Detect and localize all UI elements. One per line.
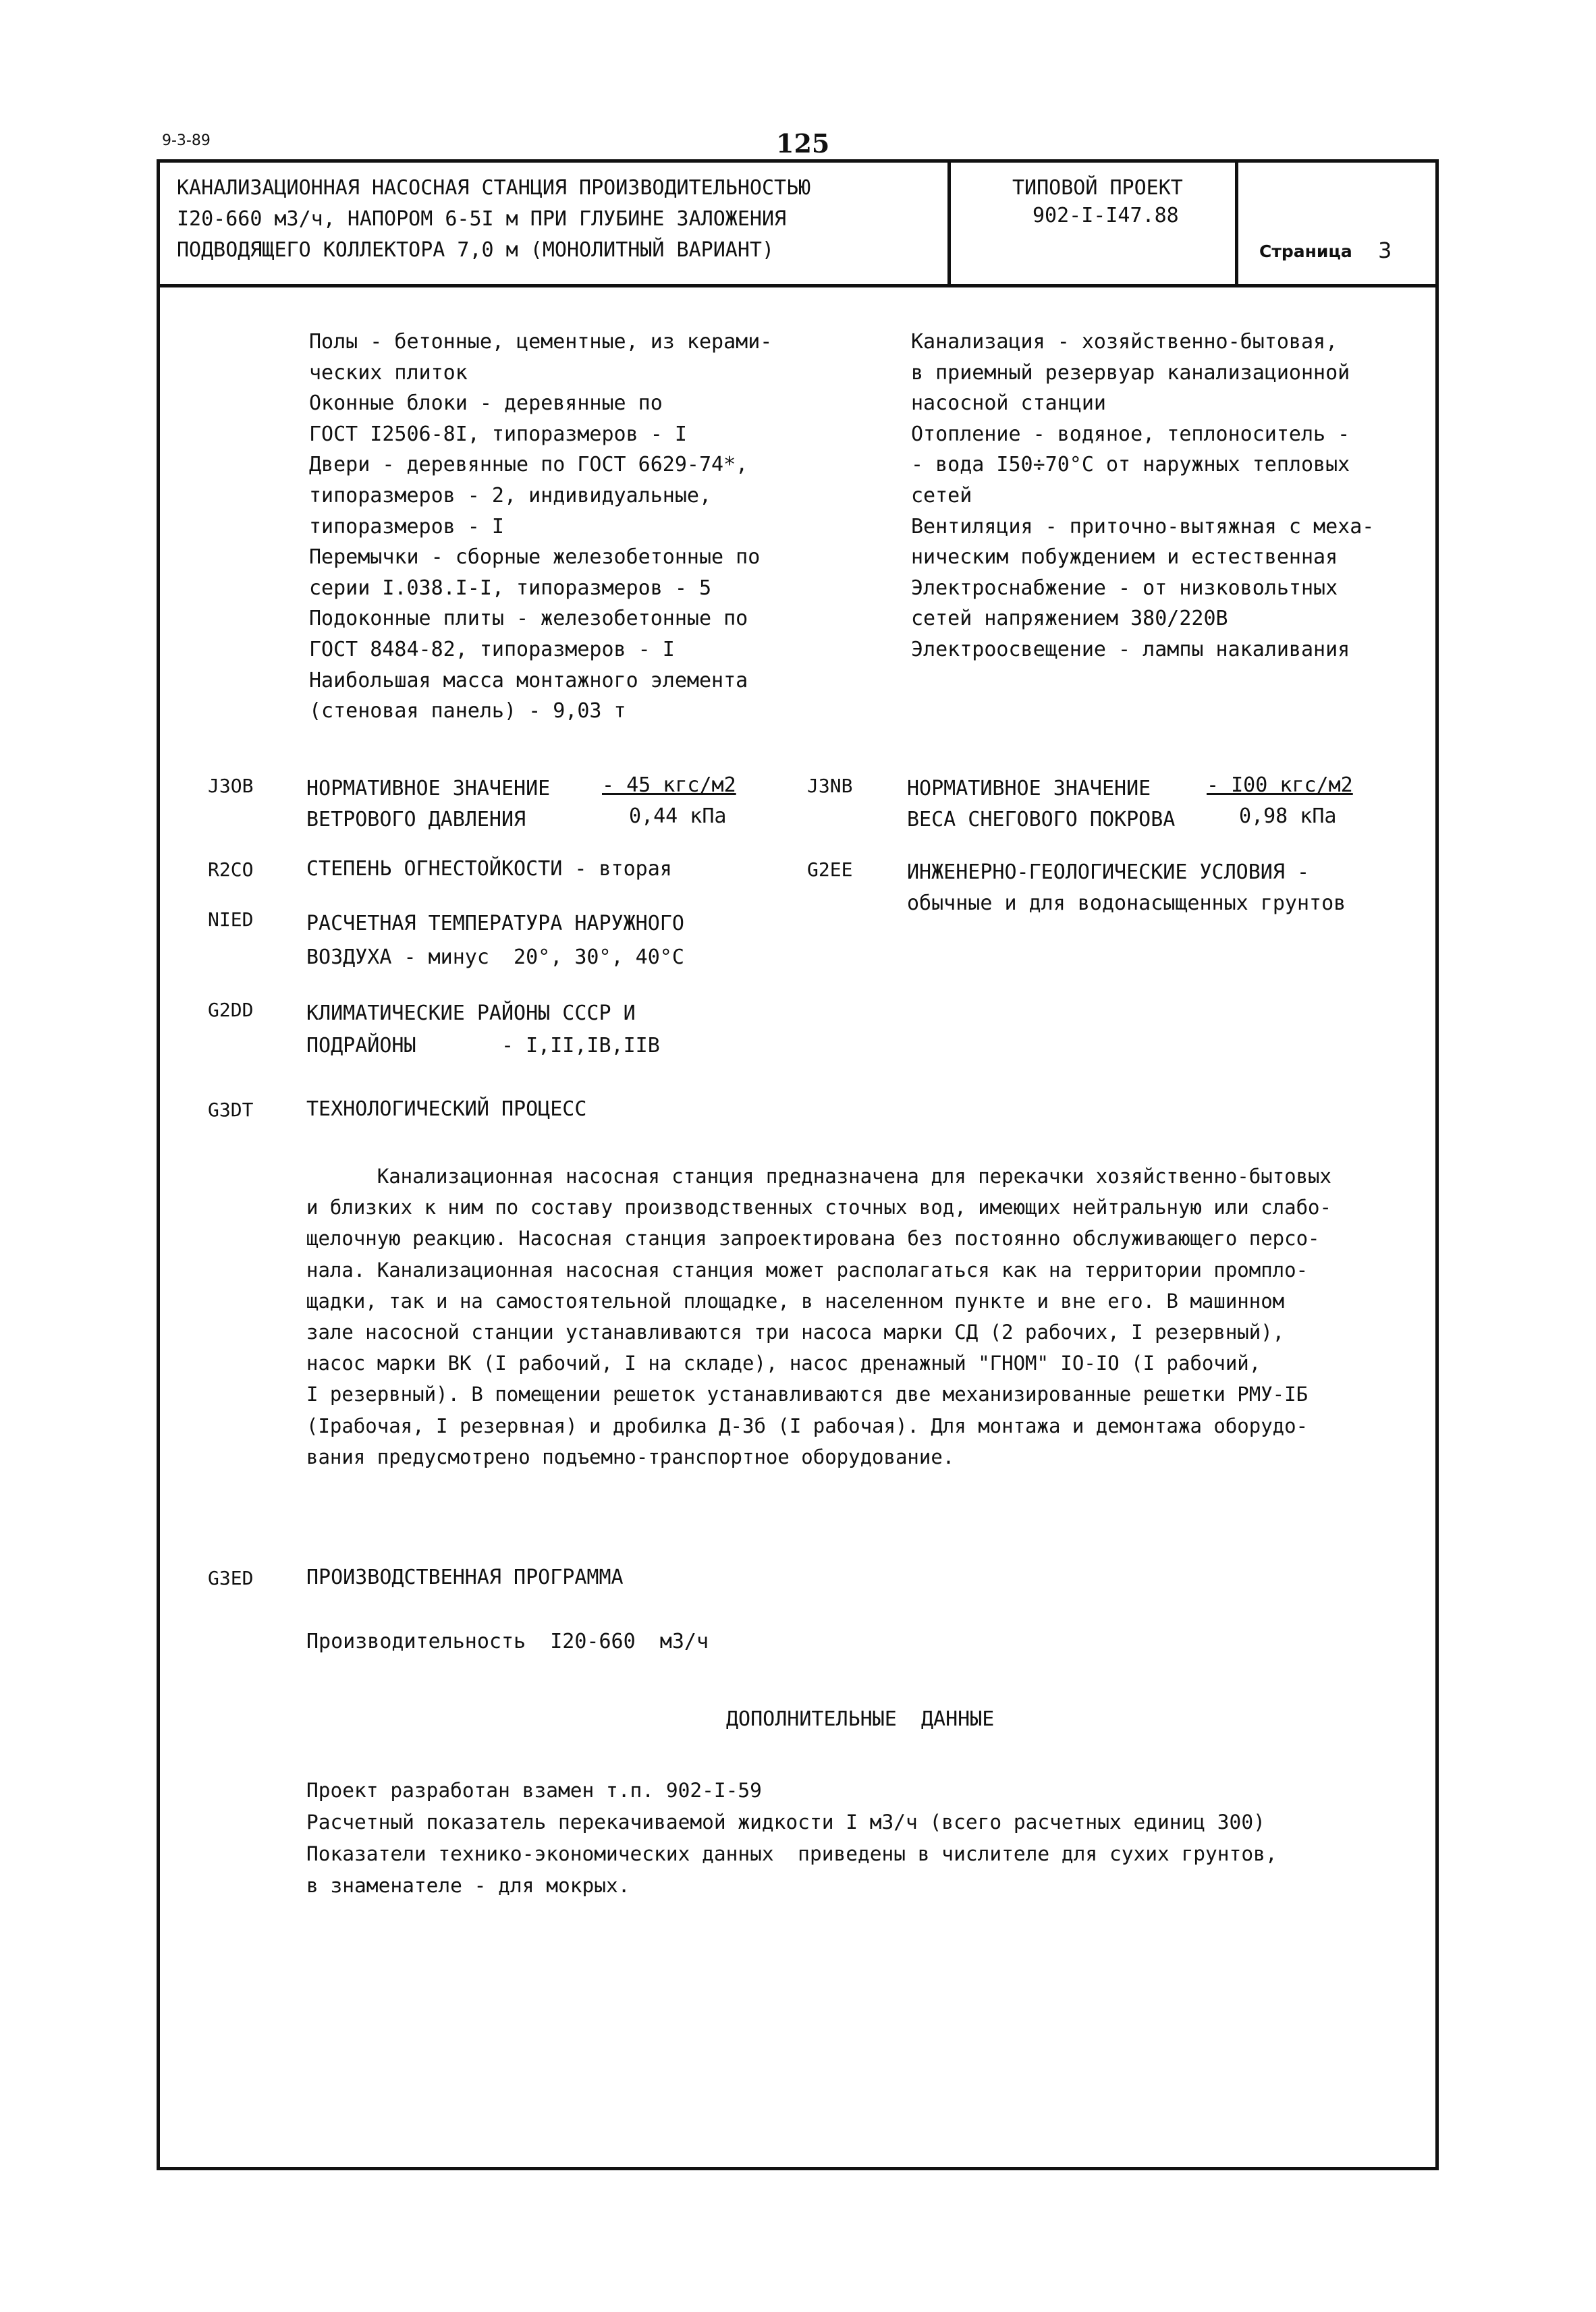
document-title: КАНАЛИЗАЦИОННАЯ НАСОСНАЯ СТАНЦИЯ ПРОИЗВОДИТЕЛЬНОСТЬЮ I20-660 м3/ч, НАПОРОМ 6-5I м ПРИ ГЛУБИНЕ ЗАЛОЖЕНИЯ ПОДВОДЯЩЕГО КОЛЛЕКТОРА 7,0 м (МОНОЛИТНЫЙ ВАРИАНТ)	[177, 176, 811, 262]
page-label: Страница	[1259, 242, 1352, 261]
project-number: 902-I-I47.88	[1033, 204, 1179, 227]
process-code: G3DT	[208, 1099, 254, 1121]
geology-conditions: ИНЖЕНЕРНО-ГЕОЛОГИЧЕСКИЕ УСЛОВИЯ - обычные и для водонасыщенных грунтов	[907, 860, 1346, 915]
process-heading: ТЕХНОЛОГИЧЕСКИЙ ПРОЦЕСС	[306, 1097, 587, 1121]
wind-code: J3OB	[208, 775, 254, 797]
temperature-code: NIED	[208, 908, 254, 931]
wind-value-kpa: 0,44 кПа	[629, 804, 727, 828]
snow-code: J3NB	[807, 775, 853, 797]
snow-value-kgf: - I00 кгс/м2	[1207, 773, 1353, 797]
program-capacity: Производительность I20-660 м3/ч	[306, 1630, 709, 1653]
sheet-number: 125	[776, 128, 830, 159]
additional-data: Проект разработан взамен т.п. 902-I-59 Расчетный показатель перекачиваемой жидкости I м3/ч (всего расчетных единиц 300) Показатели технико-экономических данных приведены в числителе для сухих грунтов, в знаменателе - для мокрых.	[306, 1779, 1277, 1897]
title-block-divider	[1235, 159, 1238, 287]
process-description: Канализационная насосная станция предназначена для перекачки хозяйственно-бытовых и близких к ним по составу производственных сточных вод, имеющих нейтральную или слабо- щелочную реакцию. Насосная станция запроектирована без постоянно обслуживающего персо- нала. Канализационная насосная станция может располагаться как на территории промпло- щадки, так и на самостоятельной площадке, в населенном пункте и вне его. В машинном зале насосной станции устанавливаются три насоса марки СД (2 рабочих, I резервный), насос марки ВК (I рабочий, I на складе), насос дренажный "ГНОМ" IO-IO (I рабочий, I резервный). В помещении решеток устанавливаются две механизированные решетки РМУ-IБ (Iрабочая, I резервная) и дробилка Д-3б (I рабочая). Для монтажа и демонтажа оборудо- вания предусмотрено подъемно-транспортное оборудование.	[306, 1165, 1331, 1468]
climate-regions: КЛИМАТИЧЕСКИЕ РАЙОНЫ СССР И ПОДРАЙОНЫ - I,II,IВ,IIВ	[306, 1001, 660, 1057]
snow-label: НОРМАТИВНОЕ ЗНАЧЕНИЕ ВЕСА СНЕГОВОГО ПОКРОВА	[907, 777, 1176, 831]
project-label: ТИПОВОЙ ПРОЕКТ	[1012, 176, 1183, 200]
title-block-divider	[947, 159, 951, 287]
program-heading: ПРОИЗВОДСТВЕННАЯ ПРОГРАММА	[306, 1566, 624, 1589]
construction-left-column: Полы - бетонные, цементные, из керами- ческих плиток Оконные блоки - деревянные по ГОСТ I2506-8I, типоразмеров - I Двери - деревянные по ГОСТ 6629-74*, типоразмеров - 2, индивидуальные, типоразмеров - I Перемычки - сборные железобетонные по серии I.038.I-I, типоразмеров - 5 Подоконные плиты - железобетонные по ГОСТ 8484-82, типоразмеров - I Наибольшая масса монтажного элемента (стеновая панель) - 9,03 т	[309, 330, 773, 723]
snow-value-kpa: 0,98 кПа	[1239, 804, 1337, 828]
wind-label: НОРМАТИВНОЕ ЗНАЧЕНИЕ ВЕТРОВОГО ДАВЛЕНИЯ	[306, 777, 551, 831]
sheet-corner-code: 9-3-89	[162, 132, 211, 149]
fire-resistance: СТЕПЕНЬ ОГНЕСТОЙКОСТИ - вторая	[306, 857, 672, 881]
wind-value-kgf: - 45 кгс/м2	[602, 773, 736, 797]
page-value: 3	[1378, 238, 1392, 263]
program-code: G3ED	[208, 1567, 254, 1589]
geology-code: G2EE	[807, 858, 853, 881]
construction-right-column: Канализация - хозяйственно-бытовая, в приемный резервуар канализационной насосной станции Отопление - водяное, теплоноситель - - вода I50÷70°С от наружных тепловых сетей Вентиляция - приточно-вытяжная с меха- ническим побуждением и естественная Электроснабжение - от низковольтных сетей напряжением 380/220В Электроосвещение - лампы накаливания	[911, 330, 1375, 661]
fire-code: R2CO	[208, 858, 254, 881]
temperature-design: РАСЧЕТНАЯ ТЕМПЕРАТУРА НАРУЖНОГО ВОЗДУХА - минус 20°, 30°, 40°С	[306, 912, 684, 969]
additional-heading: ДОПОЛНИТЕЛЬНЫЕ ДАННЫЕ	[726, 1707, 995, 1731]
climate-code: G2DD	[208, 999, 254, 1021]
